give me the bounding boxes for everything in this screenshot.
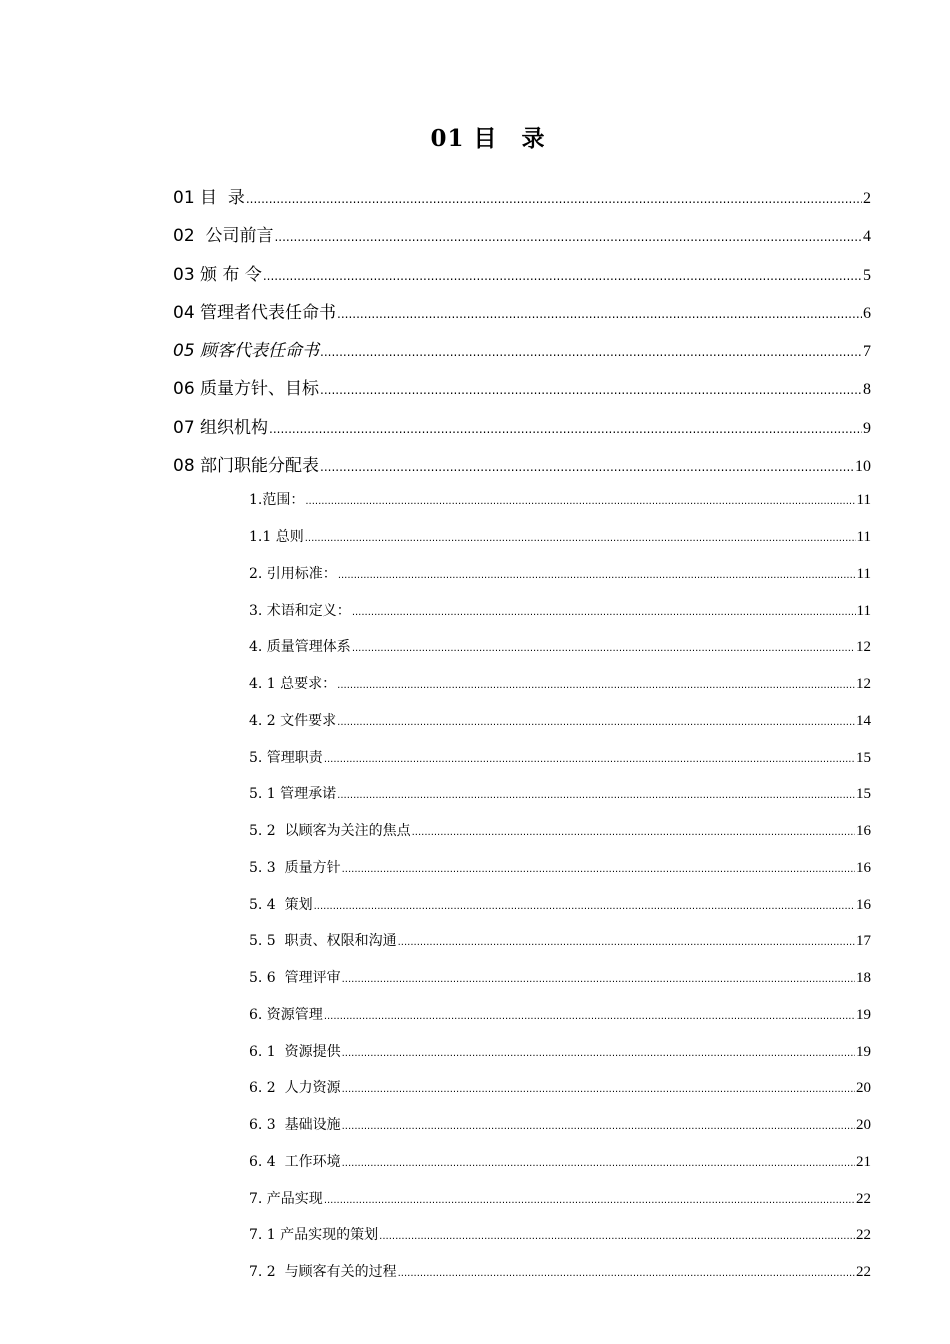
- toc-entry[interactable]: [173, 526, 871, 563]
- toc-entry-page-number: 20: [856, 1117, 871, 1134]
- toc-entry[interactable]: [173, 336, 871, 374]
- toc-entry[interactable]: [173, 710, 871, 747]
- toc-entry[interactable]: [173, 600, 871, 637]
- toc-dot-leader: [263, 269, 862, 283]
- toc-entry-page-number: 5: [863, 266, 871, 284]
- toc-dot-leader: [342, 974, 855, 985]
- toc-entry[interactable]: [173, 1224, 871, 1261]
- toc-entry-label: 01 目 录: [173, 188, 245, 208]
- toc-entry-page-number: 14: [856, 712, 871, 729]
- toc-entry-label: 4. 1 总要求：: [249, 676, 337, 693]
- toc-entry-label: 04 管理者代表任命书: [173, 302, 337, 323]
- toc-entry-label: 02 公司前言: [173, 226, 274, 247]
- toc-entry-label: 5. 5 职责、权限和沟通: [249, 933, 397, 950]
- toc-entry[interactable]: [173, 489, 871, 526]
- toc-entry-page-number: 15: [856, 749, 871, 766]
- toc-entry-label: 5. 6 管理评审: [249, 970, 341, 987]
- toc-entry-page-number: 4: [863, 228, 871, 246]
- page-title: 01 目 录: [430, 125, 546, 152]
- toc-entry[interactable]: [173, 636, 871, 673]
- toc-entry-label: 5. 2 以顾客为关注的焦点: [249, 823, 411, 840]
- toc-entry-page-number: 12: [856, 639, 871, 656]
- toc-dot-leader: [324, 754, 855, 765]
- toc-entry-label: 05 顾客代表任命书: [173, 341, 320, 362]
- toc-dot-leader: [342, 864, 855, 875]
- toc-entry-label: 6. 3 基础设施: [249, 1117, 341, 1134]
- table-of-contents: [173, 183, 871, 1298]
- toc-entry[interactable]: [173, 451, 871, 489]
- toc-dot-leader: [324, 1011, 855, 1022]
- toc-entry[interactable]: [173, 563, 871, 600]
- toc-entry-label: 7. 2 与顾客有关的过程: [249, 1264, 397, 1281]
- toc-entry-label: 6. 4 工作环境: [249, 1153, 341, 1170]
- toc-dot-leader: [342, 1084, 855, 1095]
- toc-entry[interactable]: [173, 1188, 871, 1225]
- toc-entry[interactable]: [173, 1151, 871, 1188]
- toc-dot-leader: [305, 533, 856, 544]
- toc-entry[interactable]: [173, 747, 871, 784]
- toc-dot-leader: [379, 1231, 855, 1242]
- toc-dot-leader: [269, 422, 862, 436]
- toc-entry[interactable]: [173, 298, 871, 336]
- toc-dot-leader: [342, 1048, 855, 1059]
- toc-entry-label: 06 质量方针、目标: [173, 379, 320, 400]
- toc-dot-leader: [342, 1121, 855, 1132]
- toc-entry-label: 5. 管理职责: [249, 749, 323, 766]
- toc-entry-page-number: 16: [856, 859, 871, 876]
- toc-dot-leader: [324, 1195, 855, 1206]
- toc-entry[interactable]: [173, 413, 871, 451]
- toc-entry-label: 07 组织机构: [173, 417, 269, 438]
- toc-entry-label: 5. 4 策划: [249, 896, 313, 913]
- toc-dot-leader: [320, 460, 854, 474]
- toc-entry-label: 5. 3 质量方针: [249, 859, 341, 876]
- toc-dot-leader: [337, 307, 862, 321]
- toc-entry-label: 6. 2 人力资源: [249, 1080, 341, 1097]
- toc-entry-page-number: 19: [856, 1043, 871, 1060]
- toc-entry-page-number: 22: [856, 1264, 871, 1281]
- toc-entry[interactable]: [173, 857, 871, 894]
- toc-dot-leader: [274, 230, 862, 244]
- toc-entry-label: 6. 1 资源提供: [249, 1043, 341, 1060]
- toc-dot-leader: [320, 345, 862, 359]
- toc-entry[interactable]: [173, 1261, 871, 1298]
- toc-entry-page-number: 6: [863, 304, 871, 322]
- toc-entry-page-number: 18: [856, 970, 871, 987]
- toc-entry-label: 03 颁 布 令: [173, 264, 262, 285]
- toc-dot-leader: [352, 643, 855, 654]
- toc-dot-leader: [320, 383, 862, 397]
- toc-entry-page-number: 19: [856, 1006, 871, 1023]
- toc-entry-page-number: 22: [856, 1190, 871, 1207]
- toc-entry-page-number: 7: [863, 343, 871, 361]
- toc-entry-label: 1.范围：: [249, 492, 305, 509]
- toc-entry-page-number: 21: [856, 1153, 871, 1170]
- toc-dot-leader: [342, 1158, 855, 1169]
- toc-entry-page-number: 11: [856, 492, 871, 509]
- toc-entry[interactable]: [173, 1114, 871, 1151]
- toc-entry-page-number: 16: [856, 823, 871, 840]
- toc-dot-leader: [314, 901, 855, 912]
- toc-entry[interactable]: [173, 374, 871, 412]
- toc-entry-label: 3. 术语和定义：: [249, 602, 351, 619]
- toc-entry[interactable]: [173, 673, 871, 710]
- toc-entry-label: 2. 引用标准：: [249, 565, 337, 582]
- toc-entry[interactable]: [173, 894, 871, 931]
- toc-entry-page-number: 16: [856, 896, 871, 913]
- toc-entry-page-number: 11: [856, 565, 871, 582]
- toc-entry-label: 7. 产品实现: [249, 1190, 323, 1207]
- toc-entry[interactable]: [173, 820, 871, 857]
- toc-entry-page-number: 10: [855, 458, 871, 476]
- toc-entry-label: 4. 2 文件要求: [249, 712, 337, 729]
- toc-dot-leader: [398, 937, 855, 948]
- toc-entry[interactable]: [173, 1077, 871, 1114]
- toc-entry[interactable]: [173, 967, 871, 1004]
- toc-entry[interactable]: [173, 783, 871, 820]
- toc-entry-page-number: 8: [863, 381, 871, 399]
- toc-entry-page-number: 11: [856, 529, 871, 546]
- toc-dot-leader: [337, 680, 855, 691]
- toc-entry-label: 08 部门职能分配表: [173, 456, 320, 477]
- toc-entry[interactable]: [173, 260, 871, 298]
- toc-entry-page-number: 11: [856, 602, 871, 619]
- toc-entry[interactable]: [173, 1041, 871, 1078]
- toc-entry[interactable]: [173, 1004, 871, 1041]
- toc-entry-page-number: 2: [863, 190, 871, 207]
- toc-dot-leader: [338, 570, 856, 581]
- toc-entry-page-number: 22: [856, 1227, 871, 1244]
- toc-entry[interactable]: [173, 221, 871, 259]
- toc-entry-label: 7. 1 产品实现的策划: [249, 1227, 379, 1244]
- toc-entry[interactable]: [173, 930, 871, 967]
- toc-entry-label: 4. 质量管理体系: [249, 639, 351, 656]
- toc-dot-leader: [305, 496, 855, 507]
- toc-entry-page-number: 17: [856, 933, 871, 950]
- toc-dot-leader: [398, 1268, 855, 1279]
- toc-dot-leader: [246, 192, 862, 206]
- toc-entry-page-number: 12: [856, 676, 871, 693]
- toc-entry-label: 1.1 总则: [249, 529, 304, 546]
- toc-entry-label: 5. 1 管理承诺: [249, 786, 337, 803]
- toc-entry-page-number: 15: [856, 786, 871, 803]
- toc-dot-leader: [352, 607, 856, 618]
- toc-dot-leader: [337, 790, 855, 801]
- toc-entry-label: 6. 资源管理: [249, 1006, 323, 1023]
- toc-dot-leader: [337, 717, 855, 728]
- toc-entry-page-number: 20: [856, 1080, 871, 1097]
- toc-entry-page-number: 9: [863, 419, 871, 437]
- toc-entry[interactable]: [173, 183, 871, 221]
- toc-dot-leader: [412, 827, 855, 838]
